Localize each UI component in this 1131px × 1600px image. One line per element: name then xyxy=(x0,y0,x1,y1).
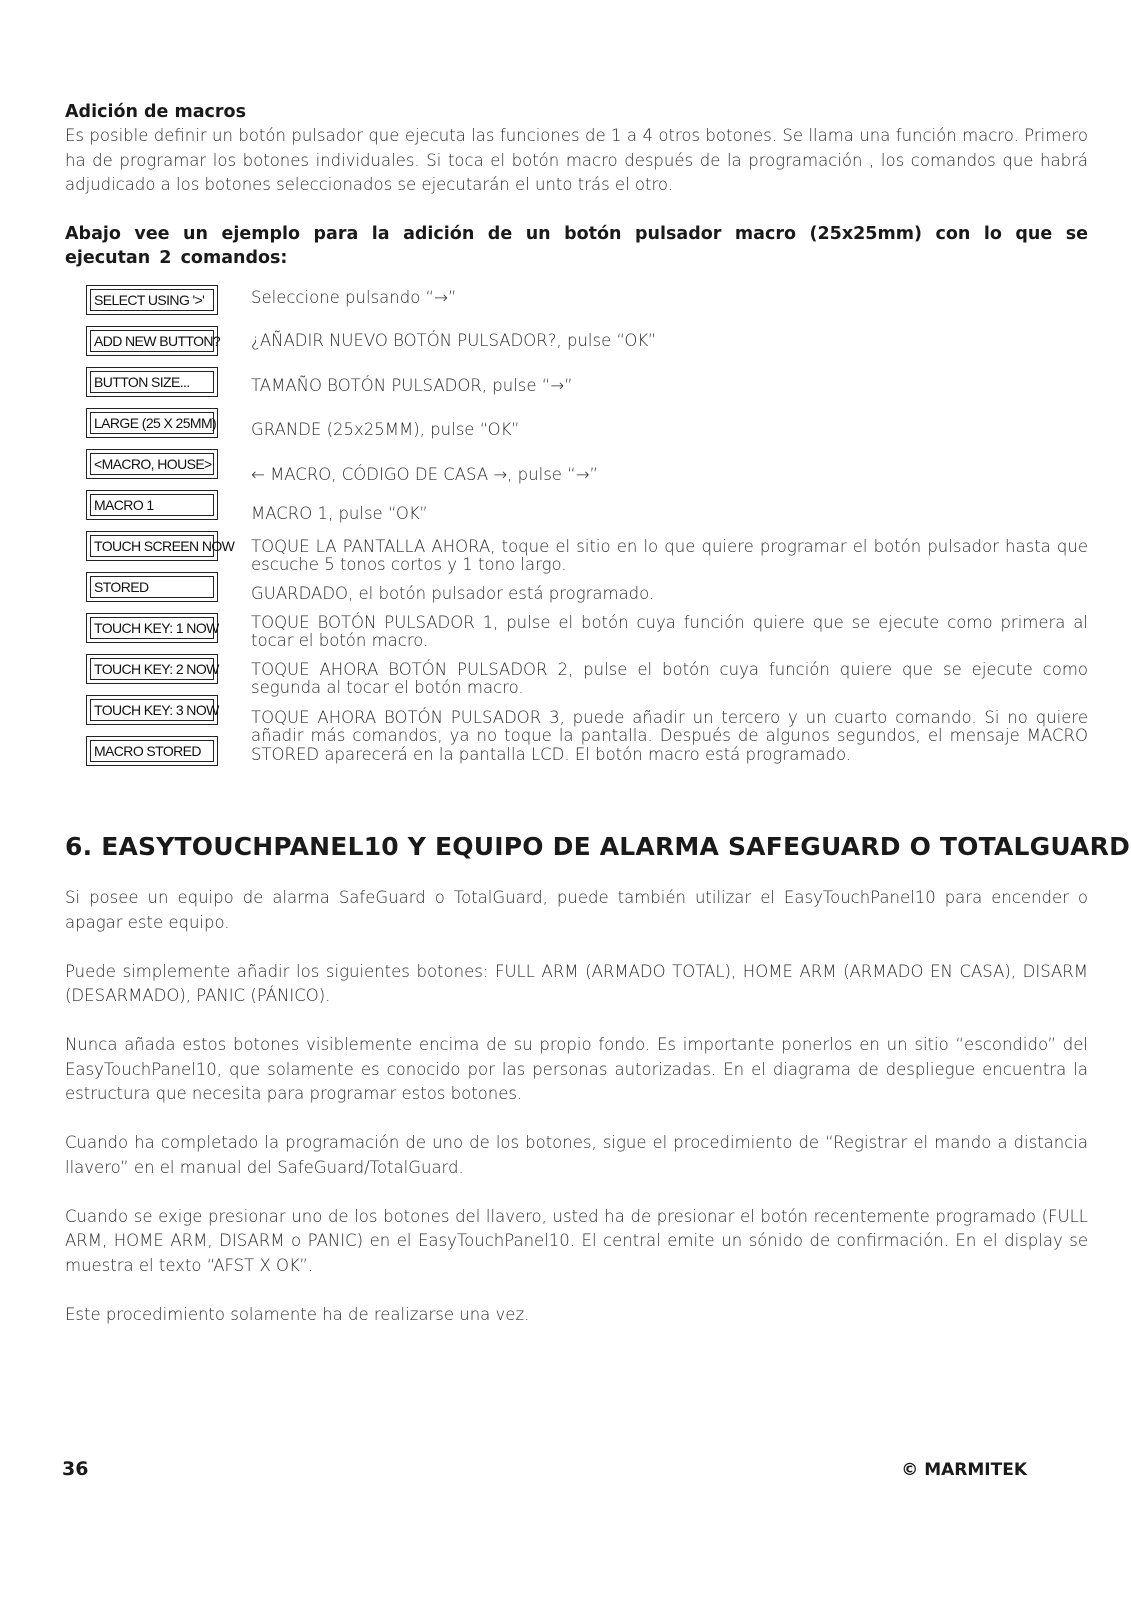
section-6-title: 6. EASYTOUCHPANEL10 Y EQUIPO DE ALARMA SAFEGUARD O TOTALGUARD xyxy=(65,832,1131,861)
lcd-text: MACRO 1 xyxy=(90,494,214,516)
lcd-text: STORED xyxy=(90,576,214,598)
paragraph: Cuando ha completado la programación de uno de los botones, sigue el procedimiento de “Registrar el mando a distancia llavero” en el manual del SafeGuard/TotalGuard. xyxy=(65,1133,1088,1177)
macros-section xyxy=(65,100,1088,785)
step-description: TOQUE LA PANTALLA AHORA, toque el sitio en lo que quiere programar el botón pulsador hasta que escuche 5 tonos cortos y 1 tono largo. xyxy=(251,536,1088,574)
step-description: MACRO 1, pulse “OK” xyxy=(251,503,428,523)
lcd-text: TOUCH KEY: 1 NOW xyxy=(90,617,214,639)
lcd-display xyxy=(86,408,218,438)
page-number: 36 xyxy=(62,1458,89,1480)
lcd-text: TOUCH KEY: 2 NOW xyxy=(90,658,214,680)
lcd-display xyxy=(86,572,218,602)
lcd-display xyxy=(86,490,218,520)
lcd-text: ADD NEW BUTTON? xyxy=(90,330,214,352)
macros-heading: Adición de macros xyxy=(65,102,246,122)
lcd-text: TOUCH KEY: 3 NOW xyxy=(90,699,214,721)
lcd-display xyxy=(86,531,235,561)
lcd-text: TOUCH SCREEN NOW xyxy=(90,535,214,557)
step-description: TOQUE AHORA BOTÓN PULSADOR 2, pulse el botón cuya función quiere que se ejecute como segunda al tocar el botón macro. xyxy=(251,659,1088,697)
paragraph: Si posee un equipo de alarma SafeGuard o TotalGuard, puede también utilizar el EasyTouchPanel10 para encender o apagar este equipo. xyxy=(65,888,1088,932)
lcd-display xyxy=(86,695,218,725)
lcd-display xyxy=(86,736,218,766)
step-description: GUARDADO, el botón pulsador está programado. xyxy=(251,583,655,603)
lcd-display xyxy=(86,654,218,684)
lcd-display xyxy=(86,367,218,397)
macro-steps xyxy=(65,285,1088,785)
macros-intro: Es posible definir un botón pulsador que ejecuta las funciones de 1 a 4 otros botones. Se llama una función macro. Primero ha de programar los botones individuales. Si toca el botón macro después de la programación , los comandos que habrá adjudicado a los botones seleccionados se ejecutarán el unto trás el otro. xyxy=(65,126,1088,194)
lcd-display xyxy=(86,326,221,356)
step-description: Seleccione pulsando “→” xyxy=(251,287,457,307)
lcd-text: SELECT USING '>' xyxy=(90,289,214,311)
section-6-body xyxy=(65,886,1088,1352)
step-description: TOQUE AHORA BOTÓN PULSADOR 3, puede añadir un tercero y un cuarto comando. Si no quiere añadir más comandos, ya no toque la pantalla. Después de algunos segundos, el mensaje MACRO STORED aparecerá en la pantalla LCD. El botón macro está programado. xyxy=(251,707,1088,764)
lcd-display xyxy=(86,613,218,643)
paragraph: Nunca añada estos botones visiblemente encima de su propio fondo. Es importante ponerlos en un sitio “escondido” del EasyTouchPanel10, que solamente es conocido por las personas autorizadas. En el diagrama de despliegue encuentra la estructura que necesita para programar estos botones. xyxy=(65,1035,1088,1103)
paragraph: Este procedimiento solamente ha de realizarse una vez. xyxy=(65,1304,530,1324)
lcd-text: LARGE (25 X 25MM) xyxy=(90,412,214,434)
step-description: ← MACRO, CÓDIGO DE CASA →, pulse “→” xyxy=(251,464,599,484)
lcd-text: <MACRO, HOUSE> xyxy=(90,453,214,475)
paragraph: Puede simplemente añadir los siguientes botones: FULL ARM (ARMADO TOTAL), HOME ARM (ARMADO EN CASA), DISARM (DESARMADO), PANIC (PÁNICO). xyxy=(65,961,1088,1005)
copyright: © MARMITEK xyxy=(901,1460,1027,1480)
step-description: TAMAÑO BOTÓN PULSADOR, pulse “→” xyxy=(251,375,573,395)
lcd-display xyxy=(86,285,218,315)
macros-subheading: Abajo vee un ejemplo para la adición de un botón pulsador macro (25x25mm) con lo que se ejecutan 2 comandos: xyxy=(65,223,1088,268)
step-description: ¿AÑADIR NUEVO BOTÓN PULSADOR?, pulse “OK” xyxy=(251,330,657,350)
paragraph: Cuando se exige presionar uno de los botones del llavero, usted ha de presionar el botón recentemente programado (FULL ARM, HOME ARM, DISARM o PANIC) en el EasyTouchPanel10. El central emite un sónido de confirmación. En el display se muestra el texto “AFST X OK”. xyxy=(65,1206,1088,1275)
lcd-text: BUTTON SIZE... xyxy=(90,371,214,393)
lcd-text: MACRO STORED xyxy=(90,740,214,762)
step-description: GRANDE (25x25MM), pulse “OK” xyxy=(251,419,520,439)
lcd-display xyxy=(86,449,218,479)
step-description: TOQUE BOTÓN PULSADOR 1, pulse el botón cuya función quiere que se ejecute como primera al tocar el botón macro. xyxy=(251,612,1088,650)
